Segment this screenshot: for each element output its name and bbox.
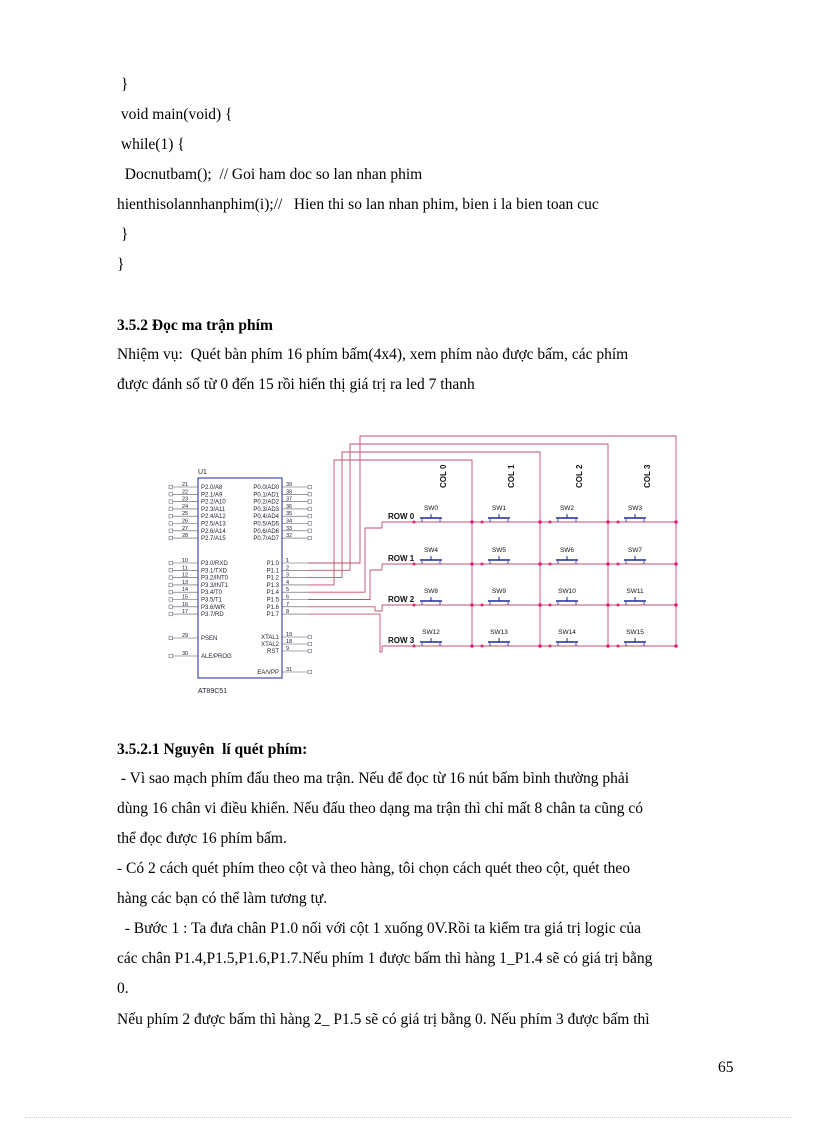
pin-label: P2.7/A15 xyxy=(201,536,226,543)
pin-number: 4 xyxy=(286,579,290,586)
pin-number: 9 xyxy=(286,646,290,652)
junction-node xyxy=(617,563,620,566)
pin-label: P0.7/AD7 xyxy=(253,536,279,543)
switch-label: SW2 xyxy=(559,505,575,512)
pin-terminal xyxy=(169,598,173,602)
task-line: Nhiệm vụ: Quét bàn phím 16 phím bấm(4x4), xem phím nào được bấm, các phím xyxy=(117,346,629,363)
row-label: ROW 3 xyxy=(388,636,415,645)
pin-number: 18 xyxy=(286,639,293,645)
pin-terminal xyxy=(308,642,312,646)
pin-number: 13 xyxy=(182,579,189,586)
switch-label: SW10 xyxy=(558,588,576,595)
switch-label: SW4 xyxy=(423,547,439,554)
junction-node xyxy=(617,645,620,648)
pin-number: 7 xyxy=(286,601,290,608)
junction-node xyxy=(538,644,542,648)
pin-label: P2.1/A9 xyxy=(201,492,223,499)
pin-number: 24 xyxy=(182,503,189,510)
code-line: Docnutbam(); // Goi ham doc so lan nhan phim xyxy=(117,166,423,183)
pin-number: 33 xyxy=(286,525,293,532)
pin-terminal xyxy=(308,529,312,533)
pin-number: 1 xyxy=(286,558,290,564)
pin-label: P3.2/INT0 xyxy=(201,575,229,582)
pin-terminal xyxy=(308,485,312,489)
junction-node xyxy=(538,520,542,524)
pin-terminal xyxy=(308,507,312,511)
pin-number: 2 xyxy=(286,565,290,572)
pin-terminal xyxy=(169,636,173,640)
pin-label: P3.1/TXD xyxy=(201,568,228,575)
pin-label: P1.0 xyxy=(266,561,279,567)
pin-label: P0.0/AD0 xyxy=(253,485,279,491)
pin-number: 16 xyxy=(182,601,189,608)
pin-number: 23 xyxy=(182,496,189,503)
body-line: các chân P1.4,P1.5,P1.6,P1.7.Nếu phím 1 được bấm thì hàng 1_P1.4 sẽ có giá trị bằng xyxy=(117,950,653,967)
pin-label: PSEN xyxy=(201,636,218,642)
pin-number: 14 xyxy=(182,587,189,594)
junction-node xyxy=(481,604,484,607)
pin-label: XTAL1 xyxy=(261,635,279,641)
pin-label: P2.3/A11 xyxy=(201,506,226,513)
pin-terminal xyxy=(308,522,312,526)
junction-node xyxy=(549,563,552,566)
pin-label: P1.1 xyxy=(266,568,279,575)
pin-terminal xyxy=(169,612,173,616)
pin-label: RST xyxy=(267,649,279,655)
code-line: } xyxy=(117,76,129,93)
body-line: dùng 16 chân vi điều khiển. Nếu đấu theo dạng ma trận thì chỉ mất 8 chân ta cũng có xyxy=(117,800,643,817)
pin-label: P3.4/T0 xyxy=(201,590,223,597)
body-line: hàng các bạn có thể làm tương tự. xyxy=(117,890,328,907)
pin-terminal xyxy=(169,536,173,540)
pin-terminal xyxy=(169,529,173,533)
pin-terminal xyxy=(169,654,173,658)
pin-label: P3.3/INT1 xyxy=(201,582,229,589)
pin-number: 21 xyxy=(182,482,189,488)
pin-label: P2.5/A13 xyxy=(201,521,226,528)
body-line: - Bước 1 : Ta đưa chân P1.0 nối với cột 1 xuống 0V.Rồi ta kiểm tra giá trị logic của xyxy=(117,920,642,937)
pin-label: ALE/PROG xyxy=(201,654,232,660)
subheading: 3.5.2.1 Nguyên lí quét phím: xyxy=(117,741,308,758)
pin-label: P1.4 xyxy=(266,590,279,597)
task-line: được đánh số từ 0 đến 15 rồi hiển thị giá trị ra led 7 thanh xyxy=(117,376,475,393)
pin-number: 30 xyxy=(182,651,189,657)
pin-terminal xyxy=(169,605,173,609)
junction-node xyxy=(606,603,610,607)
column-wire xyxy=(308,444,608,646)
pin-number: 10 xyxy=(182,558,189,564)
switch-label: SW8 xyxy=(423,588,439,595)
switch-label: SW3 xyxy=(627,505,643,512)
switch-label: SW14 xyxy=(558,629,576,636)
pin-label: XTAL2 xyxy=(261,642,279,648)
row-feed-wire xyxy=(308,528,382,592)
junction-node xyxy=(606,562,610,566)
pin-number: 11 xyxy=(182,565,188,572)
pin-number: 28 xyxy=(182,533,189,540)
chip-ref: U1 xyxy=(198,469,207,476)
row-feed-wire xyxy=(308,614,382,652)
pin-label: P3.5/T1 xyxy=(201,597,223,604)
junction-node xyxy=(481,563,484,566)
junction-node xyxy=(413,604,416,607)
junction-node xyxy=(674,603,678,607)
pin-number: 8 xyxy=(286,609,290,616)
code-line: hienthisolannhanphim(i);// Hien thi so lan nhan phim, bien i la bien toan cuc xyxy=(117,196,599,213)
pin-number: 39 xyxy=(286,482,293,488)
pin-number: 27 xyxy=(182,525,189,532)
pin-terminal xyxy=(169,493,173,497)
pin-number: 3 xyxy=(286,572,290,579)
junction-node xyxy=(606,520,610,524)
pin-terminal xyxy=(169,507,173,511)
pin-label: P0.2/AD2 xyxy=(253,499,279,506)
pin-label: P1.7 xyxy=(266,612,279,619)
junction-node xyxy=(481,645,484,648)
junction-node xyxy=(413,521,416,524)
junction-node xyxy=(470,603,474,607)
junction-node xyxy=(470,644,474,648)
switch-label: SW12 xyxy=(422,629,440,636)
junction-node xyxy=(413,645,416,648)
pin-number: 22 xyxy=(182,489,189,496)
pin-number: 26 xyxy=(182,518,189,525)
column-label: COL 2 xyxy=(575,464,584,488)
junction-node xyxy=(413,563,416,566)
pin-terminal xyxy=(308,649,312,653)
pin-number: 19 xyxy=(286,632,293,638)
pin-number: 17 xyxy=(182,609,189,616)
row-label: ROW 2 xyxy=(388,595,415,604)
section-heading: 3.5.2 Đọc ma trận phím xyxy=(117,317,273,334)
pin-label: P3.0/RXD xyxy=(201,561,228,567)
pin-label: P2.0/A8 xyxy=(201,485,223,491)
junction-node xyxy=(549,521,552,524)
pin-number: 12 xyxy=(182,572,189,579)
pin-label: P2.2/A10 xyxy=(201,499,226,506)
body-line: - Vì sao mạch phím đấu theo ma trận. Nếu để đọc từ 16 nút bấm bình thường phải xyxy=(117,770,629,787)
code-line: void main(void) { xyxy=(117,106,233,123)
pin-terminal xyxy=(169,514,173,518)
column-label: COL 1 xyxy=(507,464,516,488)
pin-terminal xyxy=(308,514,312,518)
pin-terminal xyxy=(169,590,173,594)
pin-label: P1.2 xyxy=(266,575,279,582)
chip-name: AT89C51 xyxy=(198,688,228,695)
keypad-schematic xyxy=(160,430,700,710)
junction-node xyxy=(549,645,552,648)
row-label: ROW 0 xyxy=(388,512,415,521)
pin-label: P3.7/RD xyxy=(201,612,224,619)
switch-label: SW6 xyxy=(559,547,575,554)
column-label: COL 3 xyxy=(643,464,652,488)
junction-node xyxy=(538,603,542,607)
code-line: while(1) { xyxy=(117,136,185,153)
column-label: COL 0 xyxy=(439,464,448,488)
code-line: } xyxy=(117,226,129,243)
pin-number: 5 xyxy=(286,587,290,594)
pin-label: P0.6/AD6 xyxy=(253,528,279,535)
junction-node xyxy=(674,562,678,566)
junction-node xyxy=(617,521,620,524)
switch-label: SW0 xyxy=(423,505,439,512)
junction-node xyxy=(549,604,552,607)
body-line: - Có 2 cách quét phím theo cột và theo hàng, tôi chọn cách quét theo cột, quét theo xyxy=(117,860,631,877)
switch-label: SW9 xyxy=(491,588,507,595)
pin-terminal xyxy=(308,635,312,639)
pin-number: 38 xyxy=(286,489,293,496)
row-label: ROW 1 xyxy=(388,554,415,563)
pin-label: P0.4/AD4 xyxy=(253,514,279,521)
body-line: thể đọc được 16 phím bấm. xyxy=(117,830,287,847)
pin-terminal xyxy=(169,485,173,489)
pin-label: P1.5 xyxy=(266,597,279,604)
pin-number: 6 xyxy=(286,594,290,601)
pin-terminal xyxy=(169,522,173,526)
pin-number: 37 xyxy=(286,496,293,503)
pin-label: P2.6/A14 xyxy=(201,528,226,535)
row-feed-wire xyxy=(308,607,382,611)
pin-number: 36 xyxy=(286,503,293,510)
pin-number: 35 xyxy=(286,511,293,518)
pin-terminal xyxy=(308,670,312,674)
pin-terminal xyxy=(169,576,173,580)
pin-number: 15 xyxy=(182,594,189,601)
pin-number: 31 xyxy=(286,667,293,673)
pin-terminal xyxy=(308,500,312,504)
body-line: Nếu phím 2 được bấm thì hàng 2_ P1.5 sẽ có giá trị bằng 0. Nếu phím 3 được bấm thì xyxy=(117,1011,650,1028)
pin-label: P0.3/AD3 xyxy=(253,506,279,513)
switch-label: SW13 xyxy=(490,629,508,636)
switch-label: SW5 xyxy=(491,547,507,554)
pin-label: P0.1/AD1 xyxy=(253,492,279,499)
junction-node xyxy=(470,562,474,566)
pin-terminal xyxy=(169,500,173,504)
switch-label: SW11 xyxy=(626,588,644,595)
pin-terminal xyxy=(169,583,173,587)
pin-terminal xyxy=(169,561,173,565)
pin-number: 34 xyxy=(286,518,293,525)
body-line: 0. xyxy=(117,980,129,997)
pin-terminal xyxy=(169,569,173,573)
pin-terminal xyxy=(308,493,312,497)
page-number: 65 xyxy=(718,1059,734,1076)
footer-rule xyxy=(25,1117,791,1118)
pin-label: P1.6 xyxy=(266,604,279,611)
switch-label: SW1 xyxy=(491,505,507,512)
pin-label: P3.6/WR xyxy=(201,604,226,611)
pin-number: 25 xyxy=(182,511,189,518)
pin-label: P1.3 xyxy=(266,582,279,589)
junction-node xyxy=(606,644,610,648)
pin-number: 29 xyxy=(182,633,189,639)
pin-label: P0.5/AD5 xyxy=(253,521,279,528)
junction-node xyxy=(674,520,678,524)
switch-label: SW15 xyxy=(626,629,644,636)
junction-node xyxy=(674,644,678,648)
junction-node xyxy=(481,521,484,524)
code-line: } xyxy=(117,256,125,273)
switch-label: SW7 xyxy=(627,547,643,554)
pin-number: 32 xyxy=(286,533,293,540)
pin-label: P2.4/A12 xyxy=(201,514,226,521)
pin-label: EA/VPP xyxy=(257,670,279,676)
junction-node xyxy=(617,604,620,607)
junction-node xyxy=(470,520,474,524)
junction-node xyxy=(538,562,542,566)
pin-terminal xyxy=(308,536,312,540)
